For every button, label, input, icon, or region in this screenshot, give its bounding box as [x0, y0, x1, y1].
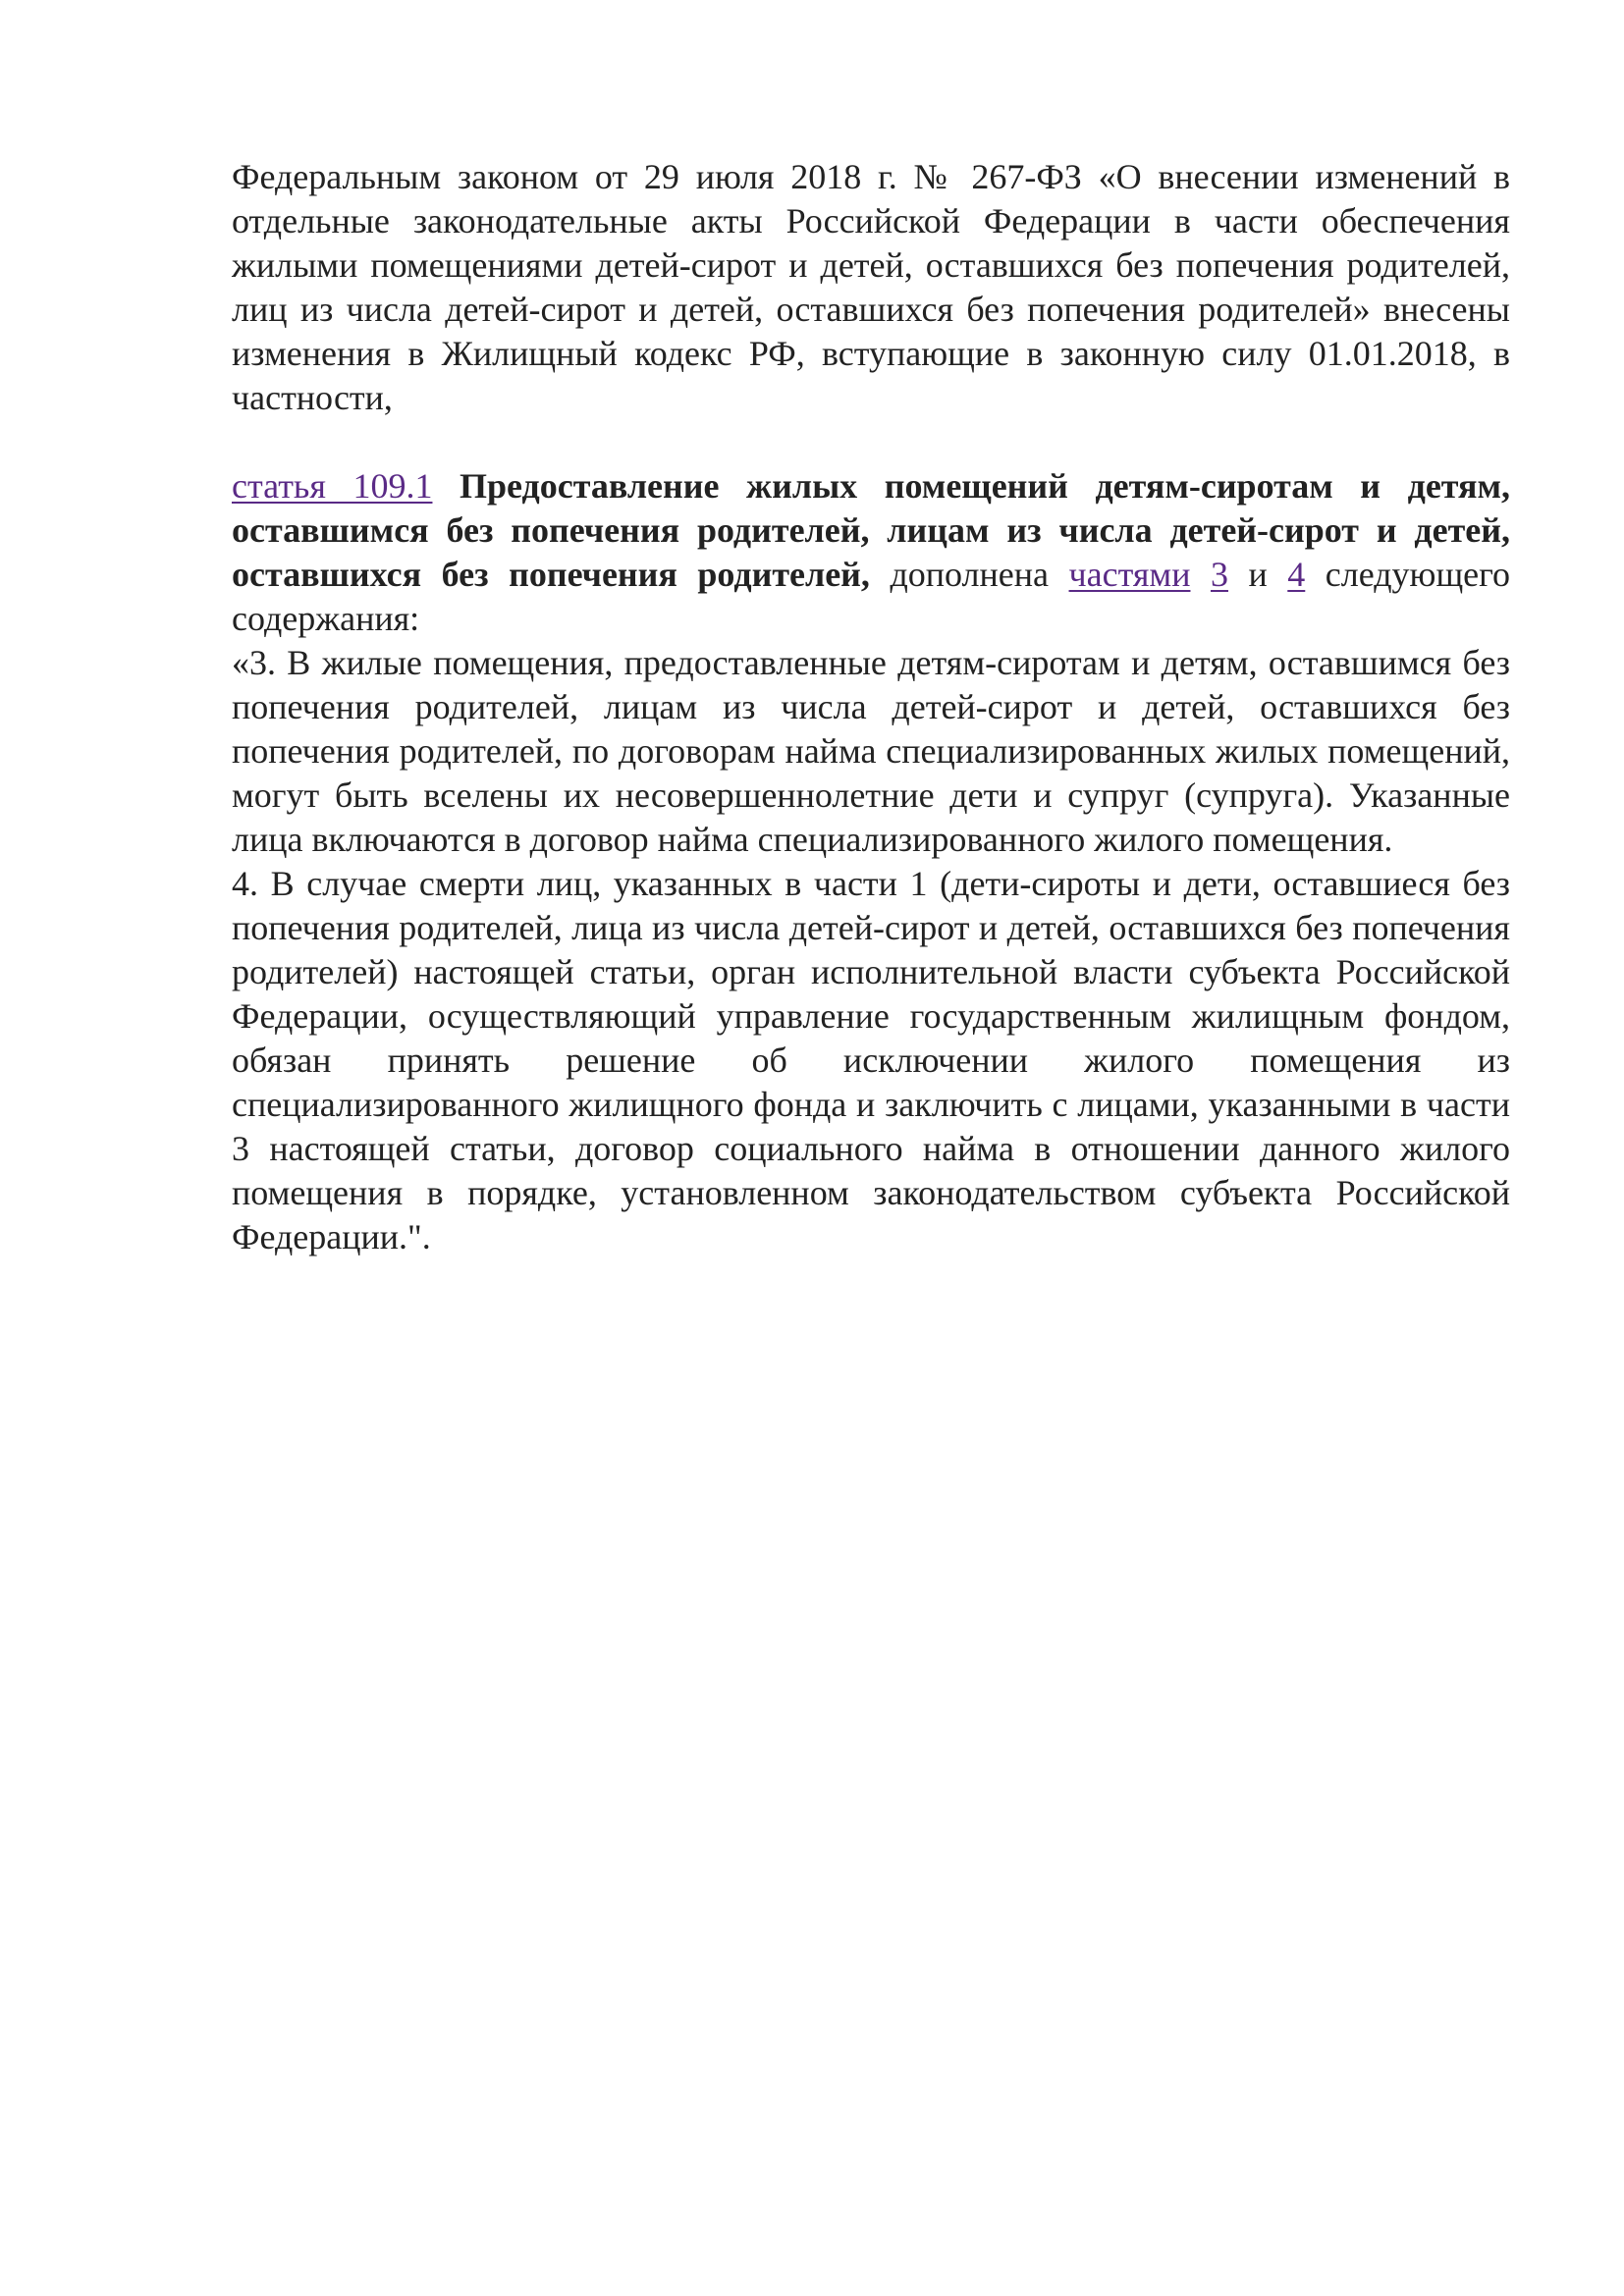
article-paragraph	[232, 464, 1510, 641]
part-3-link[interactable]: 3	[1210, 555, 1228, 594]
following-text: следующего содержания:	[232, 555, 1511, 638]
part-4-paragraph: 4. В случае смерти лиц, указанных в части 1 (дети-сироты и дети, оставшиеся без попечения родителей, лица из числа детей-сирот и детей, оставшихся без попечения родителей) настоящей статьи, орган исполнительной власти субъекта Российской Федерации, осуществляющий управление государственным жилищным фондом, обязан принять решение об исключении жилого помещения из специализированного жилищного фонда и заключить с лицами, указанными в части 3 настоящей статьи, договор социального найма в отношении данного жилого помещения в порядке, установленном законодательством субъекта Российской Федерации.".	[232, 864, 1510, 1256]
part-4-link[interactable]: 4	[1287, 555, 1306, 594]
document-body	[232, 155, 1510, 1259]
article-title: Предоставление жилых помещений детям-сиротам и детям, оставшимся без попечения родителей, лицам из числа детей-сирот и детей, оставшихся без попечения родителей,	[232, 466, 1511, 594]
part-3-paragraph: «3. В жилые помещения, предоставленные детям-сиротам и детям, оставшимся без попечения родителей, лицам из числа детей-сирот и детей, оставшихся без попечения родителей, по договорам найма специализированных жилых помещений, могут быть вселены их несовершеннолетние дети и супруг (супруга). Указанные лица включаются в договор найма специализированного жилого помещения.	[232, 643, 1510, 859]
and-text: и	[1248, 555, 1268, 594]
parts-link[interactable]: частями	[1068, 555, 1191, 594]
supplemented-text: дополнена	[890, 555, 1050, 594]
article-link[interactable]: статья 109.1	[232, 466, 433, 506]
intro-paragraph: Федеральным законом от 29 июля 2018 г. № 267-ФЗ «О внесении изменений в отдельные законодательные акты Российской Федерации в части обеспечения жилыми помещениями детей-сирот и детей, оставшихся без попечения родителей, лиц из числа детей-сирот и детей, оставшихся без попечения родителей» внесены изменения в Жилищный кодекс РФ, вступающие в законную силу 01.01.2018, в частности,	[232, 157, 1510, 417]
